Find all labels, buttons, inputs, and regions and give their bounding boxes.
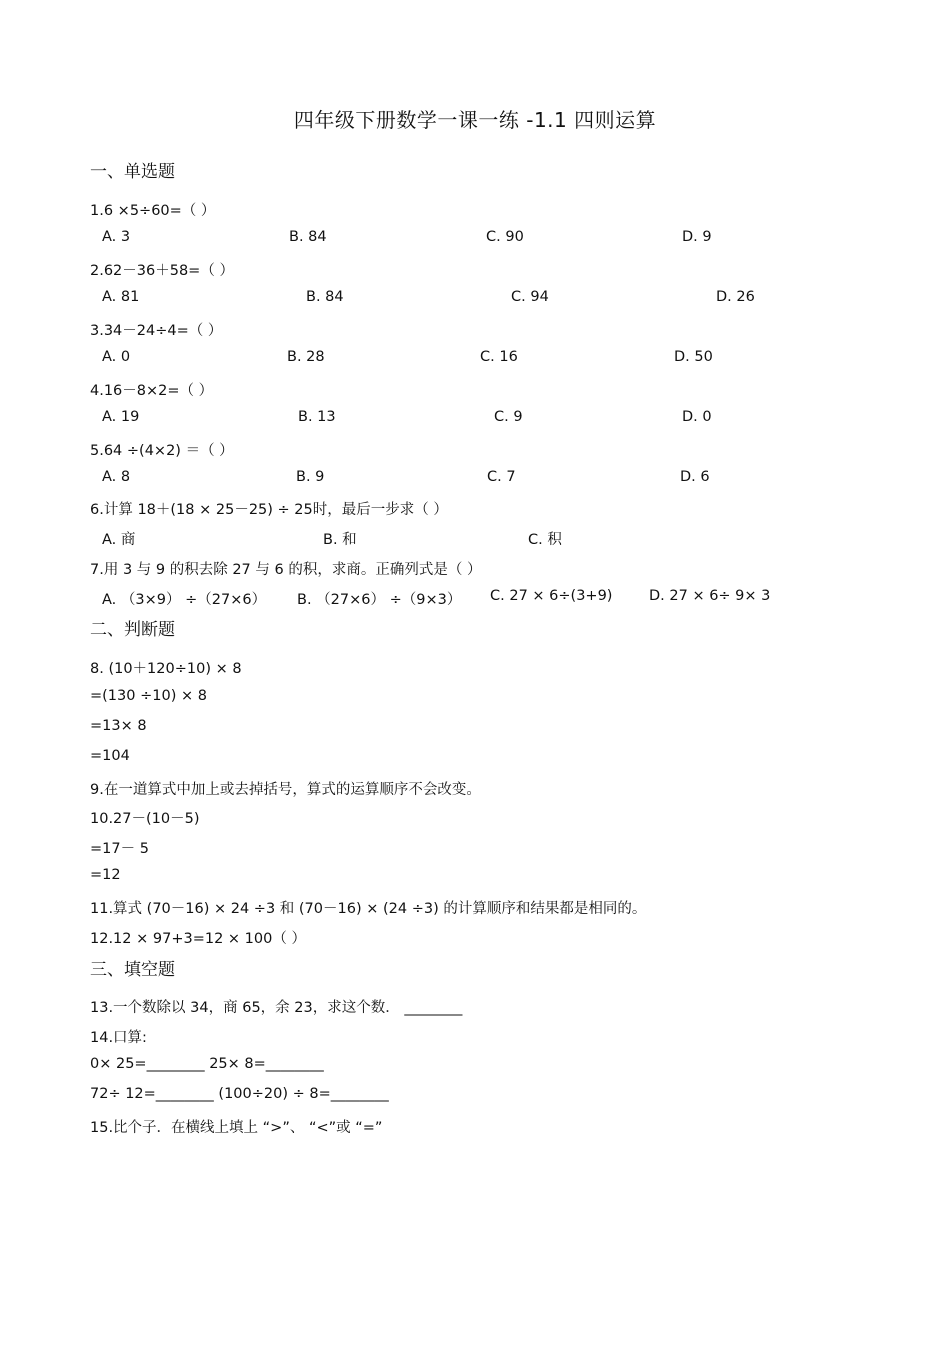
option-c: C. 94 [511, 289, 549, 305]
question-7: 7.用 3 与 9 的积去除 27 与 6 的积，求商。正确列式是（ ） [90, 562, 482, 578]
option-a: A. 商 [102, 532, 136, 548]
judge-line: 12.12 × 97+3=12 × 100（ ） [90, 931, 306, 947]
option-a: A. 3 [102, 229, 131, 245]
option-c: C. 27 × 6÷(3+9) [490, 588, 613, 604]
option-d: D. 50 [674, 349, 713, 365]
option-b: B. 84 [289, 229, 327, 245]
question-4: 4.16－8×2=（ ） [90, 383, 214, 399]
judge-line: 9.在一道算式中加上或去掉括号，算式的运算顺序不会改变。 [90, 782, 481, 798]
option-c: C. 积 [528, 532, 562, 548]
fill-line: 72÷ 12=________ (100÷20) ÷ 8=________ [90, 1086, 389, 1102]
question-2: 2.62－36＋58=（ ） [90, 263, 234, 279]
question-3: 3.34－24÷4=（ ） [90, 323, 223, 339]
option-a: A. 0 [102, 349, 131, 365]
option-d: D. 9 [682, 229, 712, 245]
judge-line: =104 [90, 748, 130, 764]
judge-line: 11.算式 (70－16) × 24 ÷3 和 (70－16) × (24 ÷3) 的计算顺序和结果都是相同的。 [90, 901, 647, 917]
fill-line: 14.口算: [90, 1030, 147, 1046]
option-d: D. 0 [682, 409, 712, 425]
judge-line: =(130 ÷10) × 8 [90, 688, 207, 704]
option-c: C. 7 [487, 469, 516, 485]
option-a: A. 81 [102, 289, 140, 305]
page-title: 四年级下册数学一课一练 -1.1 四则运算 [293, 108, 657, 132]
question-5: 5.64 ÷(4×2) ＝（ ） [90, 443, 234, 459]
option-d: D. 6 [680, 469, 710, 485]
option-b: B. 28 [287, 349, 325, 365]
option-a: A. 19 [102, 409, 140, 425]
question-1: 1.6 ×5÷60=（ ） [90, 203, 216, 219]
option-c: C. 9 [494, 409, 523, 425]
option-a: A. 8 [102, 469, 131, 485]
judge-line: 10.27－(10－5) [90, 811, 200, 827]
option-b: B. （27×6） ÷（9×3） [297, 592, 462, 608]
option-b: B. 84 [306, 289, 344, 305]
judge-line: =17－ 5 [90, 841, 149, 857]
section-heading-fill: 三、填空题 [90, 960, 175, 980]
question-6: 6.计算 18＋(18 × 25－25) ÷ 25时，最后一步求（ ） [90, 502, 448, 518]
judge-line: =13× 8 [90, 718, 147, 734]
option-d: D. 26 [716, 289, 755, 305]
fill-line: 0× 25=________ 25× 8=________ [90, 1056, 324, 1072]
judge-line: 8. (10＋120÷10) × 8 [90, 661, 242, 677]
option-c: C. 90 [486, 229, 524, 245]
fill-line: 13.一个数除以 34，商 65，余 23，求这个数． ________ [90, 1000, 463, 1016]
section-heading-choice: 一、单选题 [90, 162, 175, 182]
judge-line: =12 [90, 867, 121, 883]
option-d: D. 27 × 6÷ 9× 3 [649, 588, 771, 604]
option-b: B. 9 [296, 469, 325, 485]
option-b: B. 和 [323, 532, 357, 548]
section-heading-judge: 二、判断题 [90, 620, 175, 640]
option-c: C. 16 [480, 349, 518, 365]
option-b: B. 13 [298, 409, 336, 425]
fill-line: 15.比个子．在横线上填上 “>”、 “<”或 “=” [90, 1120, 383, 1136]
option-a: A. （3×9） ÷（27×6） [102, 592, 267, 608]
